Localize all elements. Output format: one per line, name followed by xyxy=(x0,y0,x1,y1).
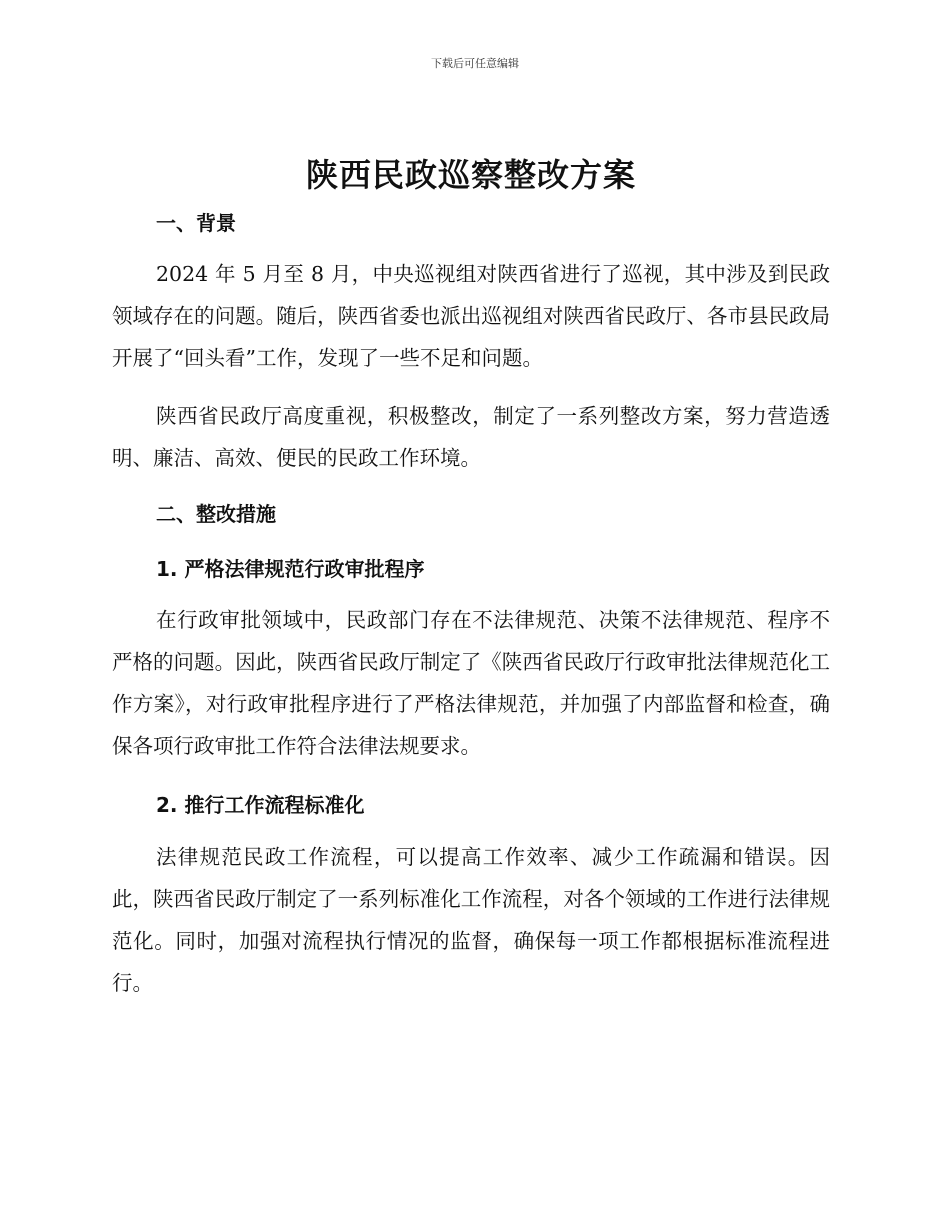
background-paragraph-1: 2024 年 5 月至 8 月，中央巡视组对陕西省进行了巡视，其中涉及到民政领域存在的问题。随后，陕西省委也派出巡视组对陕西省民政厅、各市县民政局开展了“回头看”工作，发现了一些不足和问题。 xyxy=(112,262,830,370)
background-paragraph-2: 陕西省民政厅高度重视，积极整改，制定了一系列整改方案，努力营造透明、廉洁、高效、便民的民政工作环境。 xyxy=(112,404,830,470)
section-heading-background: 一、背景 xyxy=(156,211,236,235)
section-heading-measures: 二、整改措施 xyxy=(156,502,276,526)
subsection-paragraph-1: 在行政审批领域中，民政部门存在不法律规范、决策不法律规范、程序不严格的问题。因此，陕西省民政厅制定了《陕西省民政厅行政审批法律规范化工作方案》，对行政审批程序进行了严格法律规范，并加强了内部监督和检查，确保各项行政审批工作符合法律法规要求。 xyxy=(112,608,830,758)
document-title: 陕西民政巡察整改方案 xyxy=(305,156,636,194)
subsection-heading-1: 1. 严格法律规范行政审批程序 xyxy=(156,557,425,581)
subsection-paragraph-2: 法律规范民政工作流程，可以提高工作效率、减少工作疏漏和错误。因此，陕西省民政厅制定了一系列标准化工作流程，对各个领域的工作进行法律规范化。同时，加强对流程执行情况的监督，确保每一项工作都根据标准流程进行。 xyxy=(112,845,830,995)
subsection-heading-2: 2. 推行工作流程标准化 xyxy=(156,793,365,817)
page-header-note: 下载后可任意编辑 xyxy=(431,57,519,70)
